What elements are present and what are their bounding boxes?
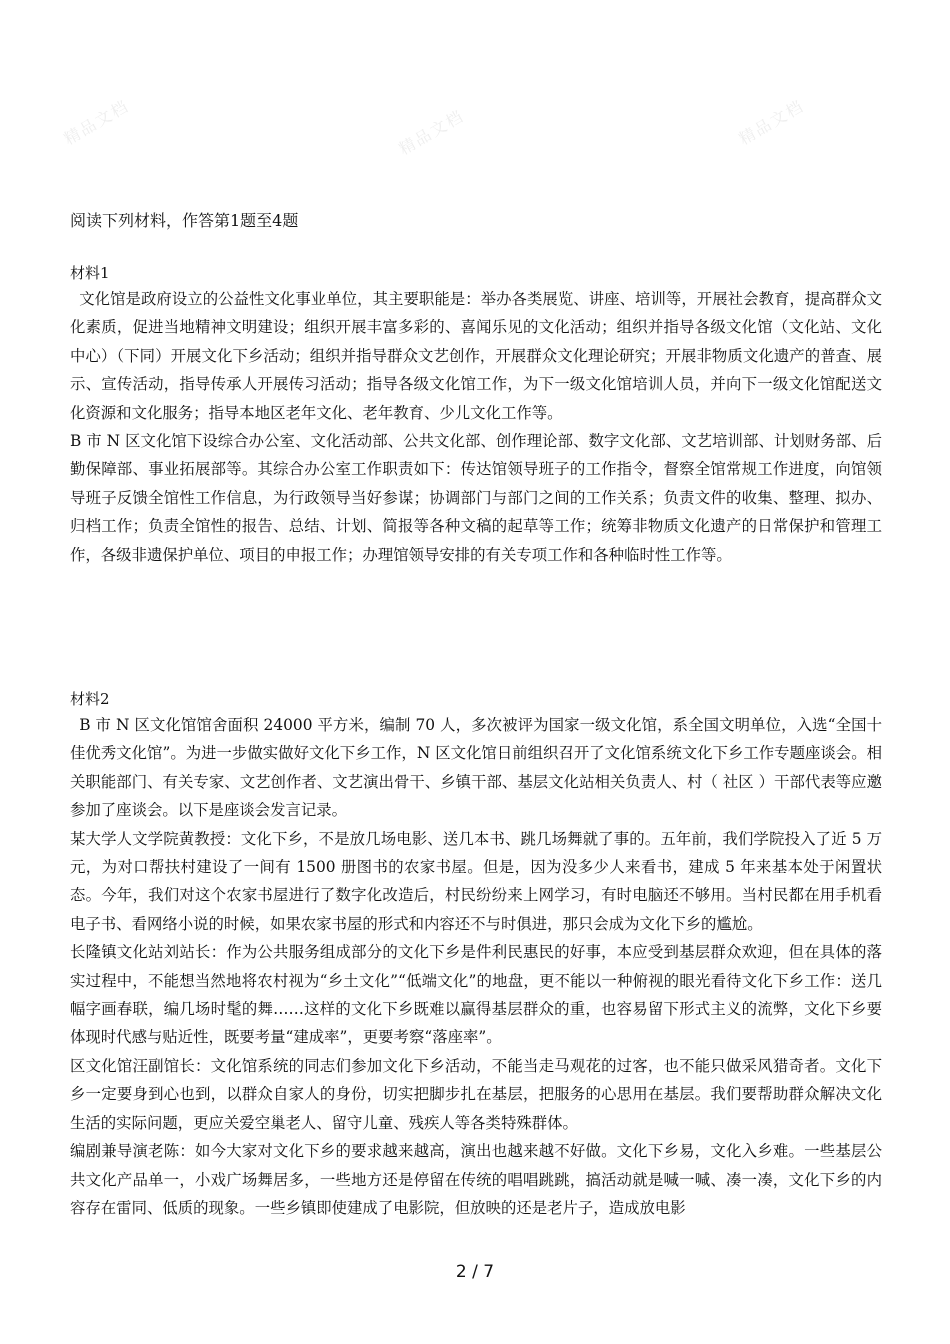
material2-paragraph: B 市 N 区文化馆馆舍面积 24000 平方米，编制 70 人，多次被评为国家一级文化馆，系全国文明单位，入选“全国十佳优秀文化馆”。为进一步做实做好文化下乡工作，N 区文化馆日前组织召开了文化馆系统文化下乡工作专题座谈会。相关职能部门、有关专家、文艺创作者、文艺演出骨干、乡镇干部、基层文化站相关负责人、村（ 社区 ）干部代表等应邀参加了座谈会。以下是座谈会发言记录。 [70,716,882,820]
watermark: 精品文档 [735,96,808,149]
page-heading: 阅读下列材料，作答第1题至4题 [70,211,299,230]
material2-paragraph: 长隆镇文化站刘站长：作为公共服务组成部分的文化下乡是件利民惠民的好事，本应受到基层群众欢迎，但在具体的落实过程中，不能想当然地将农村视为“乡土文化”“低端文化”的地盘，更不能以一种俯视的眼光看待文化下乡工作：送几幅字画春联，编几场时髦的舞……这样的文化下乡既难以赢得基层群众的重，也容易留下形式主义的流弊，文化下乡要体现时代感与贴近性，既要考量“建成率”，更要考察“落座率”。 [70,943,882,1047]
material1-title: 材料1 [70,264,110,282]
watermark: 精品文档 [395,106,468,159]
material2-body [70,711,882,1222]
material1-paragraph: B 市 N 区文化馆下设综合办公室、文化活动部、公共文化部、创作理论部、数字文化部、文艺培训部、计划财务部、后勤保障部、事业拓展部等。其综合办公室工作职责如下：传达馆领导班子的工作指令，督察全馆常规工作进度，向馆领导班子反馈全馆性工作信息，为行政领导当好参谋；协调部门与部门之间的工作关系；负责文件的收集、整理、拟办、归档工作；负责全馆性的报告、总结、计划、简报等各种文稿的起草等工作；统筹非物质文化遗产的日常保护和管理工作，各级非遗保护单位、项目的申报工作；办理馆领导安排的有关专项工作和各种临时性工作等。 [70,432,882,564]
material1-paragraph: 文化馆是政府设立的公益性文化事业单位，其主要职能是：举办各类展览、讲座、培训等，开展社会教育，提高群众文化素质，促进当地精神文明建设；组织开展丰富多彩的、喜闻乐见的文化活动；组织并指导各级文化馆（文化站、文化中心）（下同）开展文化下乡活动；组织并指导群众文艺创作，开展群众文化理论研究；开展非物质文化遗产的普查、展示、宣传活动，指导传承人开展传习活动；指导各级文化馆工作，为下一级文化馆培训人员，并向下一级文化馆配送文化资源和文化服务；指导本地区老年文化、老年教育、少儿文化工作等。 [70,290,882,422]
material2-title: 材料2 [70,690,110,708]
material2-paragraph: 区文化馆汪副馆长：文化馆系统的同志们参加文化下乡活动，不能当走马观花的过客，也不能只做采风猎奇者。文化下乡一定要身到心也到，以群众自家人的身份，切实把脚步扎在基层，把服务的心思用在基层。我们要帮助群众解决文化生活的实际问题，更应关爱空巢老人、留守儿童、残疾人等各类特殊群体。 [70,1056,882,1132]
watermark: 精品文档 [60,96,133,149]
material2-paragraph: 编剧兼导演老陈：如今大家对文化下乡的要求越来越高，演出也越来越不好做。文化下乡易，文化入乡难。一些基层公共文化产品单一，小戏广场舞居多，一些地方还是停留在传统的唱唱跳跳，搞活动就是喊一喊、凑一凑，文化下乡的内容存在雷同、低质的现象。一些乡镇即使建成了电影院，但放映的还是老片子，造成放电影 [70,1142,882,1217]
material2-paragraph: 某大学人文学院黄教授：文化下乡，不是放几场电影、送几本书、跳几场舞就了事的。五年前，我们学院投入了近 5 万元，为对口帮扶村建设了一间有 1500 册图书的农家书屋。但是，因为没多少人来看书，建成 5 年来基本处于闲置状态。今年，我们对这个农家书屋进行了数字化改造后，村民纷纷来上网学习，有时电脑还不够用。当村民都在用手机看电子书、看网络小说的时候，如果农家书屋的形式和内容还不与时俱进，那只会成为文化下乡的尴尬。 [70,829,882,933]
material1-body [70,285,882,569]
page-number: 2 / 7 [455,1262,495,1282]
